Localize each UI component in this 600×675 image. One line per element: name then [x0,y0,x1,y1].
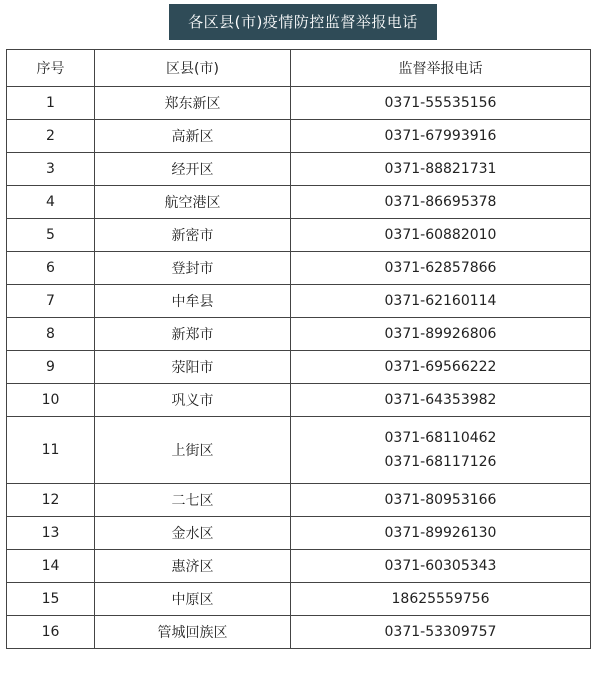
phone-number: 0371-60882010 [384,227,497,243]
district-name: 郑东新区 [95,87,291,120]
district-name: 新郑市 [95,318,291,351]
phone-cell [291,186,591,219]
row-number: 4 [7,186,95,219]
table-row [7,318,591,351]
phone-cell [291,484,591,517]
district-name: 管城回族区 [95,616,291,649]
phone-number: 0371-86695378 [384,194,497,210]
table-row [7,616,591,649]
row-number: 1 [7,87,95,120]
table-header-row [7,50,591,87]
phone-number: 0371-62160114 [384,293,497,309]
phone-number: 0371-68117126 [384,454,497,470]
phone-cell [291,384,591,417]
row-number: 12 [7,484,95,517]
row-number: 7 [7,285,95,318]
row-number: 16 [7,616,95,649]
table-row [7,517,591,550]
district-name: 惠济区 [95,550,291,583]
table-row [7,384,591,417]
table-row [7,153,591,186]
phone-number: 0371-89926130 [384,525,497,541]
district-name: 中原区 [95,583,291,616]
row-number: 9 [7,351,95,384]
hotline-table [6,49,591,649]
row-number: 8 [7,318,95,351]
phone-number: 0371-55535156 [384,95,497,111]
phone-cell [291,318,591,351]
table-row [7,87,591,120]
phone-number: 18625559756 [391,591,490,607]
phone-number: 0371-53309757 [384,624,497,640]
row-number: 2 [7,120,95,153]
phone-cell [291,583,591,616]
row-number: 15 [7,583,95,616]
phone-cell [291,351,591,384]
phone-number: 0371-60305343 [384,558,497,574]
phone-cell [291,517,591,550]
table-row [7,351,591,384]
table-row [7,252,591,285]
row-number: 10 [7,384,95,417]
row-number: 6 [7,252,95,285]
row-number: 5 [7,219,95,252]
district-name: 巩义市 [95,384,291,417]
table-row [7,417,591,484]
phone-cell [291,153,591,186]
header-no: 序号 [7,50,95,87]
table-body [7,87,591,649]
phone-number: 0371-80953166 [384,492,497,508]
phone-cell [291,616,591,649]
phone-number: 0371-69566222 [384,359,497,375]
district-name: 经开区 [95,153,291,186]
phone-number: 0371-64353982 [384,392,497,408]
row-number: 14 [7,550,95,583]
header-phone: 监督举报电话 [291,50,591,87]
table-row [7,583,591,616]
district-name: 登封市 [95,252,291,285]
district-name: 新密市 [95,219,291,252]
district-name: 高新区 [95,120,291,153]
table-row [7,550,591,583]
table-row [7,484,591,517]
row-number: 3 [7,153,95,186]
table-row [7,186,591,219]
phone-cell [291,550,591,583]
phone-number: 0371-88821731 [384,161,497,177]
phone-number: 0371-68110462 [384,430,497,446]
district-name: 荥阳市 [95,351,291,384]
table-row [7,285,591,318]
phone-cell [291,417,591,484]
page-title: 各区县(市)疫情防控监督举报电话 [169,4,437,40]
district-name: 中牟县 [95,285,291,318]
table-row [7,219,591,252]
phone-number: 0371-67993916 [384,128,497,144]
phone-cell [291,87,591,120]
district-name: 金水区 [95,517,291,550]
phone-cell [291,219,591,252]
phone-cell [291,285,591,318]
phone-number: 0371-62857866 [384,260,497,276]
phone-cell [291,252,591,285]
row-number: 13 [7,517,95,550]
table-row [7,120,591,153]
row-number: 11 [7,417,95,484]
district-name: 上街区 [95,417,291,484]
district-name: 航空港区 [95,186,291,219]
district-name: 二七区 [95,484,291,517]
header-district: 区县(市) [95,50,291,87]
phone-cell [291,120,591,153]
phone-number: 0371-89926806 [384,326,497,342]
